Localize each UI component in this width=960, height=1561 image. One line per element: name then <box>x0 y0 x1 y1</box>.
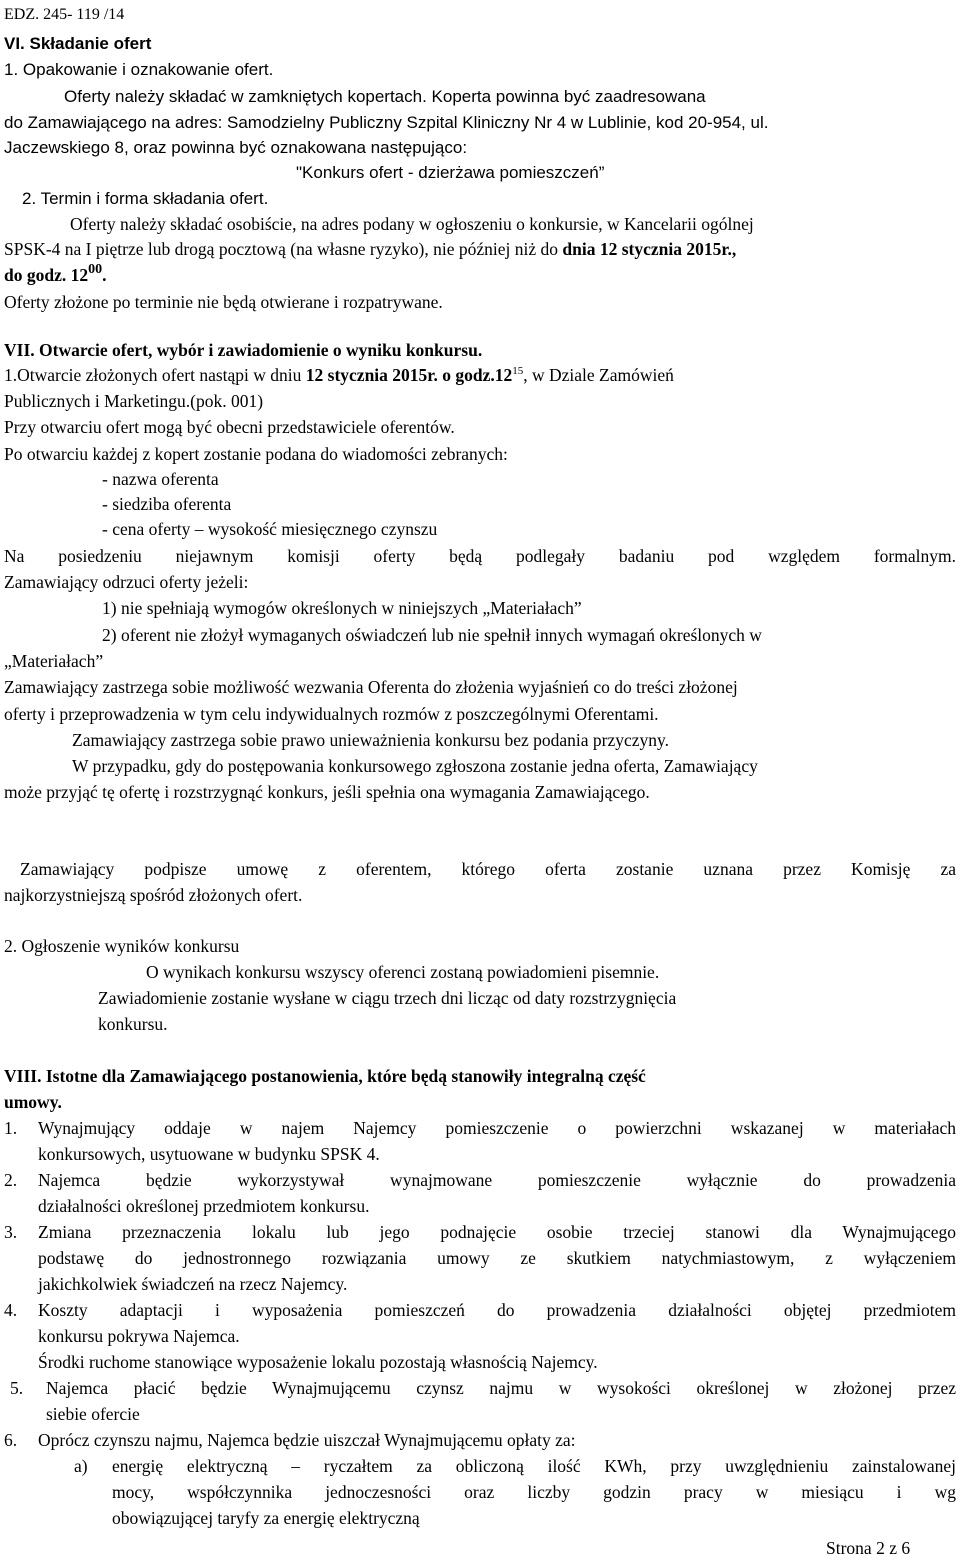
paragraph-line: oferty i przeprowadzenia w tym celu indywidualnych rozmów z poszczególnymi Oferentami. <box>4 704 659 724</box>
list-item: Wynajmujący oddaje w najem Najemcy pomieszczenie o powierzchni wskazanej w materiałach <box>38 1118 956 1138</box>
list-item-continuation: jakichkolwiek świadczeń na rzecz Najemcy. <box>38 1274 348 1294</box>
paragraph-line: Zamawiający zastrzega sobie prawo unieważnienia konkursu bez podania przyczyny. <box>72 730 670 750</box>
paragraph-line: Na posiedzeniu niejawnym komisji oferty będą podlegały badaniu pod względem formalnym. <box>4 546 956 566</box>
list-item-continuation: obowiązującej taryfy za energię elektryczną <box>112 1508 420 1528</box>
paragraph-line: Oferty należy składać w zamkniętych kopertach. Koperta powinna być zaadresowana <box>64 87 706 106</box>
paragraph-line: Jaczewskiego 8, oraz powinna być oznakowana następująco: <box>4 138 468 157</box>
paragraph-line: Publicznych i Marketingu.(pok. 001) <box>4 391 264 411</box>
section-6-title: VI. Składanie ofert <box>4 34 152 53</box>
section-8-title-continuation: umowy. <box>4 1092 62 1112</box>
paragraph-line: Zamawiający zastrzega sobie możliwość wezwania Oferenta do złożenia wyjaśnień co do treści złożonej <box>4 677 738 697</box>
paragraph-line: SPSK-4 na I piętrze lub drogą pocztową (na własne ryzyko), nie później niż do dnia 12 stycznia 2015r., <box>4 239 737 259</box>
list-item: energię elektryczną – ryczałtem za obliczoną ilość KWh, przy uwzględnieniu zainstalowanej <box>112 1456 956 1476</box>
list-letter: a) <box>74 1456 88 1476</box>
list-number: 3. <box>4 1222 18 1242</box>
section-6-subheading-2: 2. Termin i forma składania ofert. <box>22 189 269 208</box>
paragraph-line: W przypadku, gdy do postępowania konkursowego zgłoszona zostanie jedna oferta, Zamawiający <box>72 756 758 776</box>
list-item: 2) oferent nie złożył wymaganych oświadczeń lub nie spełnił innych wymagań określonych w <box>102 625 762 645</box>
list-item: - cena oferty – wysokość miesięcznego czynszu <box>102 519 438 539</box>
paragraph-line: Zawiadomienie zostanie wysłane w ciągu trzech dni licząc od daty rozstrzygnięcia <box>98 988 677 1008</box>
list-item: Koszty adaptacji i wyposażenia pomieszczeń do prowadzenia działalności objętej przedmiotem <box>38 1300 956 1320</box>
list-item-continuation: podstawę do jednostronnego rozwiązania umowy ze skutkiem natychmiastowym, z wyłączeniem <box>38 1248 956 1268</box>
section-7-title: VII. Otwarcie ofert, wybór i zawiadomienie o wyniku konkursu. <box>4 340 483 360</box>
envelope-label: "Konkurs ofert - dzierżawa pomieszczeń” <box>296 163 605 182</box>
list-item: - siedziba oferenta <box>102 494 232 514</box>
paragraph-line: O wynikach konkursu wszyscy oferenci zostaną powiadomieni pisemnie. <box>146 962 660 982</box>
list-item-continuation: mocy, współczynnika jednoczesności oraz liczby godzin pracy w miesiącu i wg <box>112 1482 956 1502</box>
paragraph-line: konkursu. <box>98 1014 168 1034</box>
paragraph-line: Zamawiający odrzuci oferty jeżeli: <box>4 572 249 592</box>
list-item: Najemca płacić będzie Wynajmującemu czynsz najmu w wysokości określonej w złożonej przez <box>46 1378 956 1398</box>
list-item: Najemca będzie wykorzystywał wynajmowane pomieszczenie wyłącznie do prowadzenia <box>38 1170 956 1190</box>
section-7-subheading-2: 2. Ogłoszenie wyników konkursu <box>4 936 240 956</box>
paragraph-line: Oferty należy składać osobiście, na adres podany w ogłoszeniu o konkursie, w Kancelarii ogólnej <box>70 214 754 234</box>
section-8-title: VIII. Istotne dla Zamawiającego postanowienia, które będą stanowiły integralną część <box>4 1066 646 1086</box>
list-item-continuation: konkursowych, usytuowane w budynku SPSK 4. <box>38 1144 380 1164</box>
document-reference: EDZ. 245- 119 /14 <box>4 6 125 23</box>
page-number: Strona 2 z 6 <box>826 1538 911 1558</box>
paragraph-line: może przyjąć tę ofertę i rozstrzygnąć konkurs, jeśli spełnia ona wymagania Zamawiającego. <box>4 782 650 802</box>
paragraph-line: Zamawiający podpisze umowę z oferentem, którego oferta zostanie uznana przez Komisję za <box>20 859 956 879</box>
paragraph-line: Środki ruchome stanowiące wyposażenie lokalu pozostają własnością Najemcy. <box>38 1352 598 1372</box>
list-item-continuation: konkursu pokrywa Najemca. <box>38 1326 240 1346</box>
list-number: 4. <box>4 1300 18 1320</box>
section-6-subheading-1: 1. Opakowanie i oznakowanie ofert. <box>4 60 274 79</box>
list-item: 1) nie spełniają wymogów określonych w niniejszych „Materiałach” <box>102 598 582 618</box>
paragraph-line: Po otwarciu każdej z kopert zostanie podana do wiadomości zebranych: <box>4 444 508 464</box>
paragraph-line: 1.Otwarcie złożonych ofert nastąpi w dniu 12 stycznia 2015r. o $godz.12^{15}$, w Dziale Zamówień <box>4 365 674 385</box>
paragraph-line: najkorzystniejszą spośród złożonych ofert. <box>4 885 303 905</box>
list-number: 6. <box>4 1430 18 1450</box>
paragraph-line: Przy otwarciu ofert mogą być obecni przedstawiciele oferentów. <box>4 417 455 437</box>
list-number: 1. <box>4 1118 18 1138</box>
paragraph-line: do Zamawiającego na adres: Samodzielny Publiczny Szpital Kliniczny Nr 4 w Lublinie, kod 20-954, ul. <box>4 113 769 132</box>
list-number: 5. <box>10 1378 24 1398</box>
deadline-time: do godz. $12^{00}$. <box>4 262 107 285</box>
list-item-continuation: działalności określonej przedmiotem konkursu. <box>38 1196 370 1216</box>
list-item: Oprócz czynszu najmu, Najemca będzie uiszczał Wynajmującemu opłaty za: <box>38 1430 576 1450</box>
list-number: 2. <box>4 1170 18 1190</box>
list-item-continuation: siebie ofercie <box>46 1404 140 1424</box>
paragraph-line: Oferty złożone po terminie nie będą otwierane i rozpatrywane. <box>4 292 443 312</box>
list-item-continuation: „Materiałach” <box>4 651 104 671</box>
list-item: - nazwa oferenta <box>102 469 219 489</box>
list-item: Zmiana przeznaczenia lokalu lub jego podnajęcie osobie trzeciej stanowi dla Wynajmującego <box>38 1222 956 1242</box>
deadline-date: dnia 12 stycznia 2015r., <box>562 239 737 259</box>
